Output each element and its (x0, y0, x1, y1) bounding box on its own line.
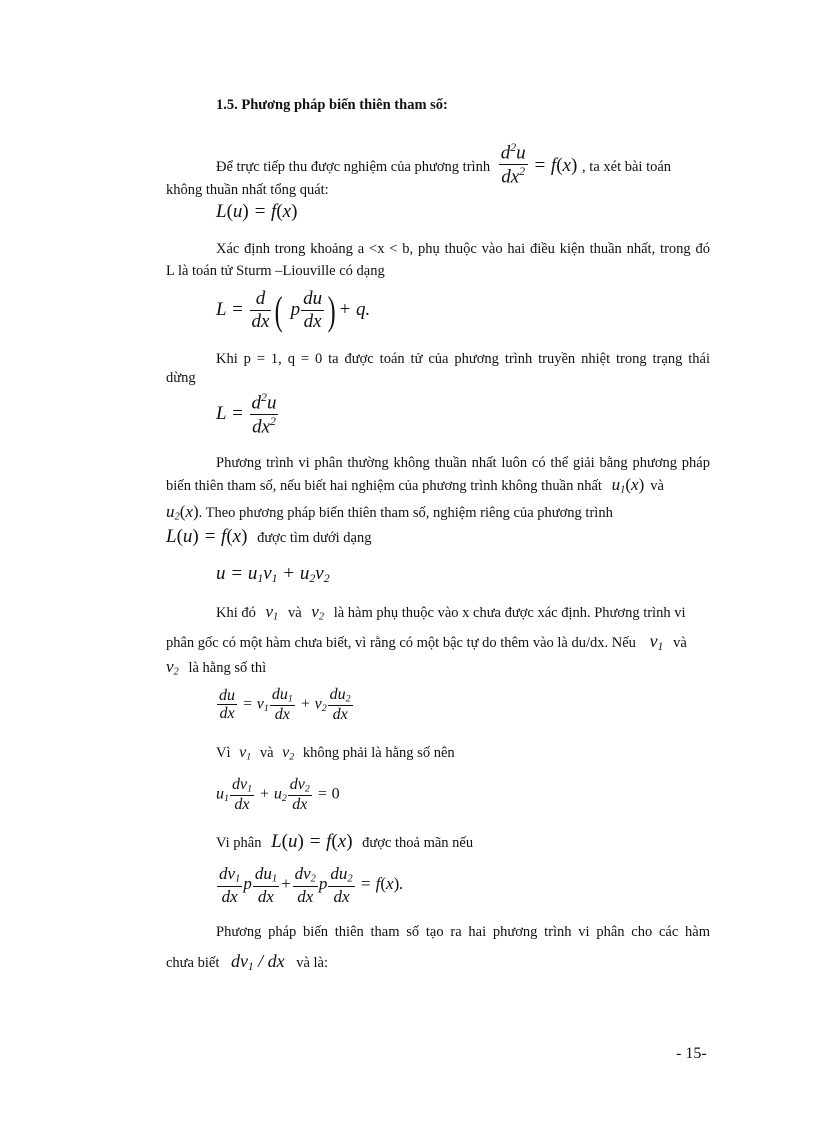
p5-line1 (216, 602, 686, 628)
p1-line2: không thuần nhất tổng quát: (166, 182, 329, 198)
p8-line2 (166, 951, 328, 977)
p3-line1: Khi p = 1, q = 0 ta được toán tử của phương trình truyền nhiệt trong trạng thái (216, 351, 710, 367)
sym-v1-c: $v_1$ (239, 744, 252, 763)
page-number: - 15- (676, 1045, 707, 1062)
eq-u2x: $u_2(x)$ (166, 502, 199, 523)
p6-line (216, 743, 455, 767)
eq-dv1-dx: $dv_1$ / dx (230, 951, 285, 973)
p4-line3 (166, 502, 613, 528)
p4-line4-tail: được tìm dưới dạng (257, 530, 372, 546)
p5-line3-tail: là hằng số thì (188, 660, 267, 676)
p8-line2-tail: và là: (296, 955, 328, 971)
p7-line (216, 832, 473, 853)
p4-line2-lead: biến thiên tham số, nếu biết hai nghiệm của phương trình không thuần nhất (166, 478, 602, 494)
p1-lead-text: Để trực tiếp thu được nghiệm của phương trình (216, 159, 491, 176)
p7-lead: Vi phân (216, 835, 262, 851)
eq-u1dv1-u2dv2: $u_1$ $\frac{dv_1}{dx}$ + $u_2$ $\frac{dv_2}{dx}$ = 0 (216, 776, 340, 814)
sym-v2-c: $v_2$ (282, 744, 295, 763)
p5-line2 (166, 631, 687, 657)
section-heading: 1.5. Phương pháp biến thiên tham số: (216, 97, 448, 113)
sym-v2-b: $v_2$ (166, 657, 179, 678)
p4-line1: Phương trình vi phân thường không thuần nhất luôn có thể giải bằng phương pháp (216, 455, 710, 471)
eq-sturm-liouville: L = $\frac{d}{dx}$ ( p $\frac{du}{dx}$ ) + q. (216, 288, 371, 333)
p6-lead: Vì (216, 745, 231, 761)
sym-v1-b: $v_1$ (649, 631, 664, 653)
p6-mid: và (259, 745, 274, 761)
p4-line3-tail: . Theo phương pháp biến thiên tham số, nghiệm riêng của phương trình (198, 505, 613, 521)
p6-tail: không phải là hằng số nên (302, 745, 455, 761)
p5-line1-a: Khi đó (216, 605, 256, 621)
p4-line2 (166, 475, 664, 501)
eq-final: $\frac{dv_1}{dx}$ p $\frac{du_1}{dx}$ + $\frac{dv_2}{dx}$ p $\frac{du_2}{dx}$ = f(x). (219, 864, 404, 906)
p4-line4 (166, 527, 371, 548)
eq-d2u-dx2: $\frac{d^2u}{dx^2}$ = f(x) (500, 141, 578, 188)
p5-line1-b: và (287, 605, 302, 621)
p5-line2-lead: phân gốc có một hàm chưa biết, vì rằng có một bậc tự do thêm vào là du/dx. Nếu (166, 635, 636, 651)
sym-v2: $v_2$ (311, 602, 325, 623)
eq-Lu-fx-inline: L(u) = f(x) (166, 526, 248, 547)
eq-Lu-fx-p7: L(u) = f(x) (271, 831, 353, 852)
p8-line1: Phương pháp biến thiên tham số tạo ra hai phương trình vi phân cho các hàm (216, 924, 710, 940)
p8-line2-lead: chưa biết (166, 955, 220, 971)
eq-du-dx: $\frac{du}{dx}$ = $v_1$ $\frac{du_1}{dx}$ + $v_2$ $\frac{du_2}{dx}$ (219, 686, 351, 724)
p3-line2: dừng (166, 370, 196, 386)
p4-line2-tail: và (650, 478, 664, 494)
p5-line2-tail: và (673, 635, 687, 651)
sym-v1: $v_1$ (265, 602, 279, 623)
p2-line2: L là toán tử Sturm –Liouville có dạng (166, 263, 385, 279)
eq-L-d2u: L = $\frac{d^2u}{dx^2}$ (216, 391, 277, 438)
eq-u1x: $u_1(x)$ (611, 475, 645, 496)
p1-tail-text: , ta xét bài toán (582, 159, 672, 176)
eq-Lu-fx: L(u) = f(x) (216, 201, 298, 222)
p5-line3 (166, 657, 266, 683)
p2-line1: Xác định trong khoảng a <x < b, phụ thuộc vào hai điều kiện thuần nhất, trong đó (216, 241, 710, 257)
eq-u-u1v1-u2v2: $u = u_1v_1 + u_2v_2$ (216, 563, 330, 585)
p7-tail: được thoả mãn nếu (362, 835, 474, 851)
p5-line1-c: là hàm phụ thuộc vào x chưa được xác định. Phương trình vi (333, 605, 686, 621)
